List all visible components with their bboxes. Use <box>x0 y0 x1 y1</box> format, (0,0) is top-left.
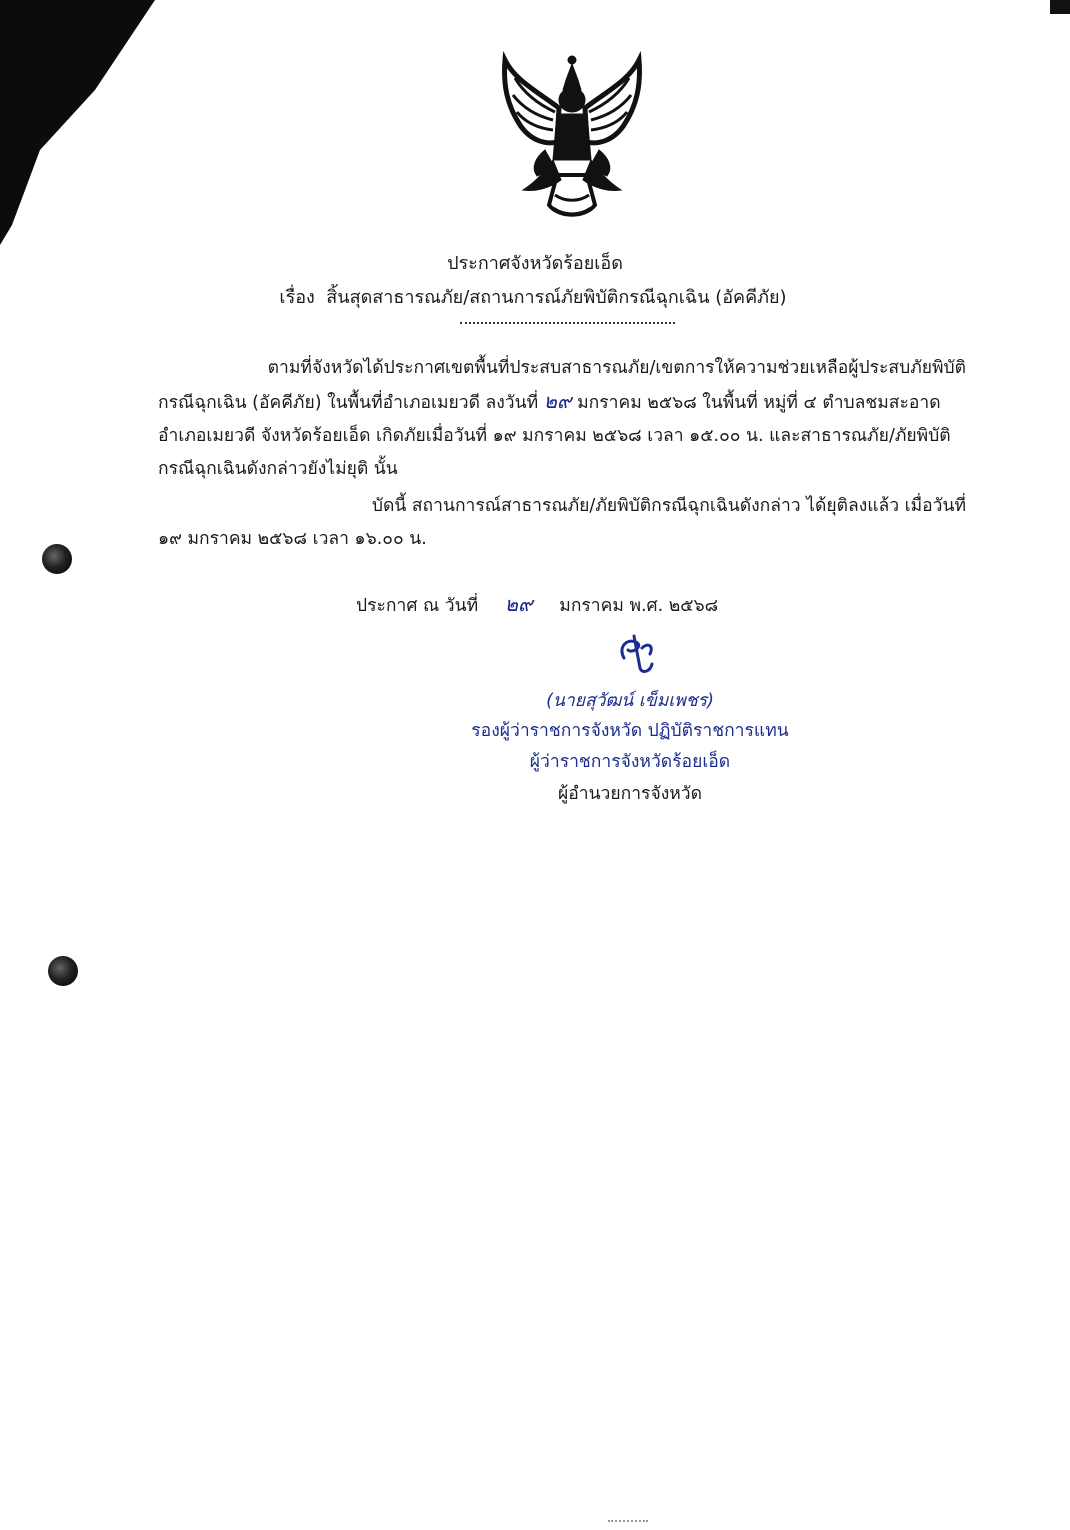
para1-line4: กรณีฉุกเฉินดังกล่าวยังไม่ยุติ นั้น <box>158 459 398 479</box>
signatory-name: (นายสุวัฒน์ เข็มเพชร) <box>546 691 714 711</box>
bottom-dotted-mark <box>608 1520 648 1522</box>
para1-line2 <box>158 385 966 420</box>
separator-dotted-line <box>460 322 675 324</box>
signatory-position-1: รองผู้ว่าราชการจังหวัด ปฏิบัติราชการแทน <box>471 721 789 741</box>
para1-handwritten-day: ๒๙ <box>543 389 572 413</box>
paragraph-1 <box>158 352 966 486</box>
subject-text: สิ้นสุดสาธารณภัย/สถานการณ์ภัยพิบัติกรณีฉุกเฉิน (อัคคีภัย) <box>326 287 787 308</box>
para1-line3: อำเภอเมยวดี จังหวัดร้อยเอ็ด เกิดภัยเมื่อวันที่ ๑๙ มกราคม ๒๕๖๘ เวลา ๑๕.๐๐ น. และสาธารณภัย/ภัยพิบัติ <box>158 426 951 446</box>
signatory-position-3: ผู้อำนวยการจังหวัด <box>558 784 702 804</box>
document-title: ประกาศจังหวัดร้อยเอ็ด <box>447 253 623 274</box>
handwritten-signature-icon <box>610 628 660 676</box>
para1-line2-a: กรณีฉุกเฉิน (อัคคีภัย) ในพื้นที่อำเภอเมยวดี ลงวันที่ <box>158 393 539 413</box>
garuda-emblem-icon <box>495 50 650 225</box>
paragraph-2 <box>158 490 966 556</box>
announce-date <box>356 588 718 620</box>
subject-label: เรื่อง <box>279 287 315 308</box>
para2-line1: บัดนี้ สถานการณ์สาธารณภัย/ภัยพิบัติกรณีฉุกเฉินดังกล่าว ได้ยุติลงแล้ว เมื่อวันที่ <box>371 496 966 516</box>
scan-corner-mark <box>1050 0 1070 14</box>
punch-hole-icon <box>42 544 72 574</box>
para2-line2: ๑๙ มกราคม ๒๕๖๘ เวลา ๑๖.๐๐ น. <box>158 529 427 549</box>
para1-line2-b: มกราคม ๒๕๖๘ ในพื้นที่ หมู่ที่ ๔ ตำบลชมสะอาด <box>577 393 941 413</box>
para1-line1: ตามที่จังหวัดได้ประกาศเขตพื้นที่ประสบสาธารณภัย/เขตการให้ความช่วยเหลือผู้ประสบภัยพิบัติ <box>267 358 966 378</box>
announce-label: ประกาศ ณ วันที่ <box>356 596 479 616</box>
punch-hole-icon <box>48 956 78 986</box>
signatory-position-2: ผู้ว่าราชการจังหวัดร้อยเอ็ด <box>529 752 731 772</box>
document-subject <box>0 282 1068 311</box>
announce-month-year: มกราคม พ.ศ. ๒๕๖๘ <box>559 596 719 616</box>
announce-handwritten-day: ๒๙ <box>504 592 533 616</box>
signatory-block <box>470 686 790 810</box>
